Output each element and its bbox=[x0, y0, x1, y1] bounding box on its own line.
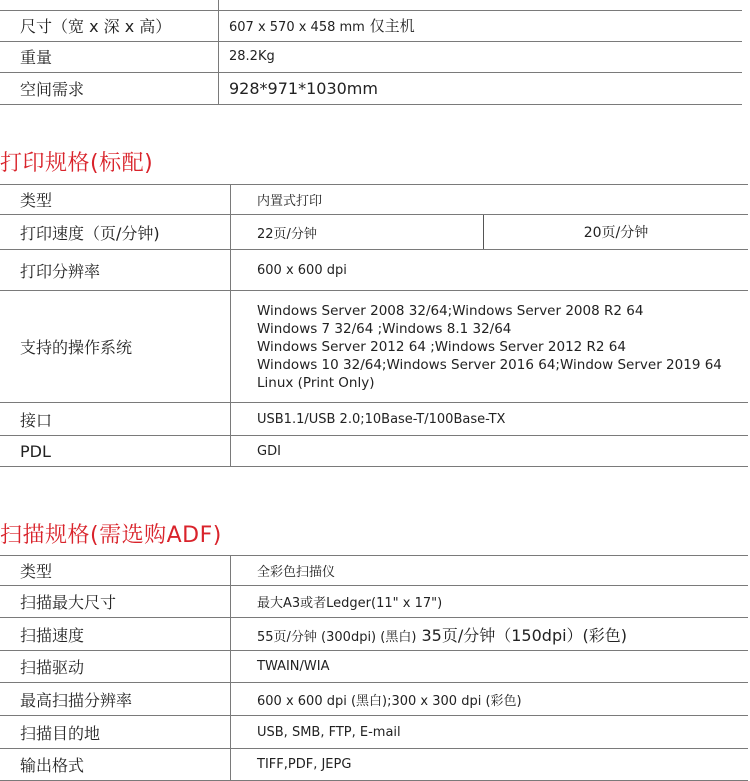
scan-type-label: 类型 bbox=[0, 556, 231, 586]
table-row bbox=[0, 556, 748, 586]
dimensions-value bbox=[219, 10, 743, 41]
scan-spec-heading: 扫描规格(需选购ADF) bbox=[0, 523, 222, 548]
print-spec-heading: 打印规格(标配) bbox=[0, 151, 154, 176]
os-line: Windows 10 32/64;Windows Server 2016 64;Window Server 2019 64 bbox=[257, 356, 722, 373]
scan-speed-mono: 55页/分钟 (300dpi) (黑白) bbox=[257, 629, 417, 645]
os-list bbox=[231, 291, 749, 403]
pdl-value: GDI bbox=[231, 436, 749, 467]
table-row bbox=[0, 586, 748, 618]
table-row bbox=[0, 41, 742, 72]
scan-destination-label: 扫描目的地 bbox=[0, 716, 231, 749]
print-speed-a: 22页/分钟 bbox=[231, 215, 484, 250]
pdl-label: PDL bbox=[0, 436, 231, 467]
scan-resolution-value: 600 x 600 dpi (黑白);300 x 300 dpi (彩色) bbox=[231, 683, 749, 716]
table-row bbox=[0, 716, 748, 749]
table-row bbox=[0, 72, 742, 104]
space-value: 928*971*1030mm bbox=[219, 72, 743, 104]
general-spec-table bbox=[0, 0, 742, 105]
table-row bbox=[0, 291, 748, 403]
print-speed-label: 打印速度（页/分钟) bbox=[0, 215, 231, 250]
interface-label: 接口 bbox=[0, 403, 231, 436]
space-label: 空间需求 bbox=[0, 72, 219, 104]
table-row bbox=[0, 683, 748, 716]
output-format-label: 输出格式 bbox=[0, 749, 231, 781]
output-format-value: TIFF,PDF, JEPG bbox=[231, 749, 749, 781]
scan-driver-value: TWAIN/WIA bbox=[231, 651, 749, 683]
table-row bbox=[0, 436, 748, 467]
scan-speed-color: 35页/分钟（150dpi）(彩色) bbox=[416, 625, 628, 645]
scan-spec-table bbox=[0, 555, 748, 781]
dimensions-value-main: 607 x 570 x 458 mm bbox=[229, 20, 365, 35]
scan-max-size-value: 最大A3或者Ledger(11" x 17") bbox=[231, 586, 749, 618]
table-row bbox=[0, 618, 748, 651]
interface-value: USB1.1/USB 2.0;10Base-T/100Base-TX bbox=[231, 403, 749, 436]
table-row bbox=[0, 403, 748, 436]
table-row bbox=[0, 651, 748, 683]
table-row bbox=[0, 185, 748, 215]
scan-speed-label: 扫描速度 bbox=[0, 618, 231, 651]
os-line: Windows 7 32/64 ;Windows 8.1 32/64 bbox=[257, 320, 512, 337]
table-row bbox=[0, 749, 748, 781]
table-row bbox=[0, 215, 748, 250]
print-type-label: 类型 bbox=[0, 185, 231, 215]
os-line: Linux (Print Only) bbox=[257, 374, 375, 391]
scan-destination-value: USB, SMB, FTP, E-mail bbox=[231, 716, 749, 749]
table-row bbox=[0, 250, 748, 291]
table-row bbox=[0, 10, 742, 41]
print-resolution-value: 600 x 600 dpi bbox=[231, 250, 749, 291]
scan-speed-value bbox=[231, 618, 749, 651]
dimensions-label: 尺寸（宽 x 深 x 高） bbox=[0, 10, 219, 41]
weight-value: 28.2Kg bbox=[219, 41, 743, 72]
print-resolution-label: 打印分辨率 bbox=[0, 250, 231, 291]
scan-driver-label: 扫描驱动 bbox=[0, 651, 231, 683]
scan-max-size-label: 扫描最大尺寸 bbox=[0, 586, 231, 618]
dimensions-value-note: 仅主机 bbox=[364, 17, 415, 35]
scan-type-value: 全彩色扫描仪 bbox=[231, 556, 749, 586]
os-label: 支持的操作系统 bbox=[0, 291, 231, 403]
print-spec-table bbox=[0, 184, 748, 467]
os-line: Windows Server 2008 32/64;Windows Server 2008 R2 64 bbox=[257, 302, 644, 319]
os-line: Windows Server 2012 64 ;Windows Server 2012 R2 64 bbox=[257, 338, 626, 355]
print-type-value: 内置式打印 bbox=[231, 185, 749, 215]
weight-label: 重量 bbox=[0, 41, 219, 72]
print-speed-b: 20页/分钟 bbox=[484, 215, 749, 250]
scan-resolution-label: 最高扫描分辨率 bbox=[0, 683, 231, 716]
